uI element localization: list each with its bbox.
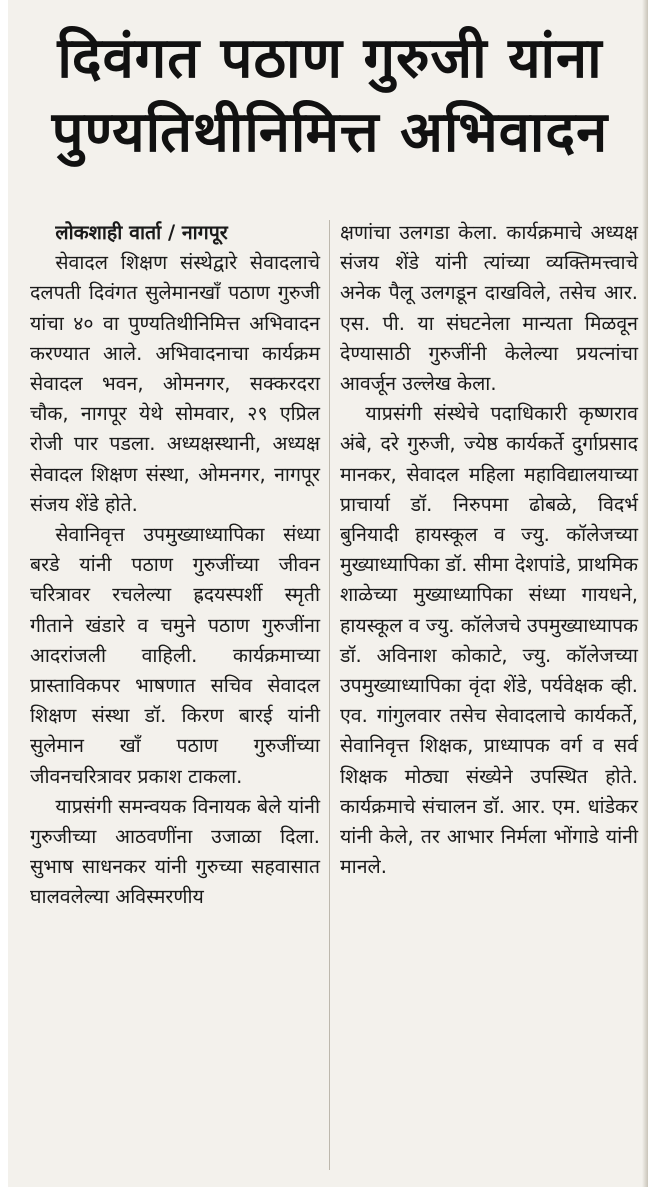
headline-line-1: दिवंगत पठाण गुरुजी यांना <box>57 26 603 91</box>
article-paragraph: याप्रसंगी समन्वयक विनायक बेले यांनी गुरुजीच्या आठवणींना उजाळा दिला. सुभाष साधनकर यांनी गुरुच्या सहवासात घालवलेल्या अविस्मरणीय <box>30 794 320 909</box>
dateline: लोकशाही वार्ता / नागपूर <box>55 221 228 244</box>
article-column-right <box>340 218 638 882</box>
newspaper-clipping <box>8 0 648 1187</box>
article-column-left <box>30 218 320 913</box>
headline <box>20 22 640 170</box>
article-paragraph: सेवानिवृत्त उपमुख्याध्यापिका संध्या बरडे यांनी पठाण गुरुजींच्या जीवन चरित्रावर रचलेल्या ह्रदयस्पर्शी स्मृती गीताने खंडारे व चमुने पठाण गुरुजींना आदरांजली वाहिली. कार्यक्रमाच्या प्रास्ताविकपर भाषणात सचिव सेवादल शिक्षण संस्था डॉ. किरण बारई यांनी सुलेमान खाँ पठाण गुरुजींच्या जीवनचरित्रावर प्रकाश टाकला. <box>30 523 320 788</box>
paper-edge-shadow <box>642 0 648 1187</box>
headline-line-2: पुण्यतिथीनिमित्त अभिवादन <box>51 100 609 165</box>
article-paragraph: याप्रसंगी संस्थेचे पदाधिकारी कृष्णराव अंबे, दरे गुरुजी, ज्येष्ठ कार्यकर्ते दुर्गाप्रसाद मानकर, सेवादल महिला महाविद्यालयाच्या प्राचार्या डॉ. निरुपमा ढोबळे, विदर्भ बुनियादी हायस्कूल व ज्यु. कॉलेजच्या मुख्याध्यापिका डॉ. सीमा देशपांडे, प्राथमिक शाळेच्या मुख्याध्यापिका संध्या गायधने, हायस्कूल व ज्यु. कॉलेजचे उपमुख्याध्यापक डॉ. अविनाश कोकाटे, ज्यु. कॉलेजच्या उपमुख्याध्यापिका वृंदा शेंडे, पर्यवेक्षक व्ही. एव. गांगुलवार तसेच सेवादलाचे कार्यकर्ते, सेवानिवृत्त शिक्षक, प्राध्यापक वर्ग व सर्व शिक्षक मोठ्या संख्येने उपस्थित होते. कार्यक्रमाचे संचालन डॉ. आर. एम. धांडेकर यांनी केले, तर आभार निर्मला भोंगाडे यांनी मानले. <box>340 402 638 879</box>
column-divider <box>329 220 330 1170</box>
article-paragraph: क्षणांचा उलगडा केला. कार्यक्रमाचे अध्यक्ष संजय शेंडे यांनी त्यांच्या व्यक्तिमत्त्वाचे अनेक पैलू उलगडून दाखविले, तसेच आर. एस. पी. या संघटनेला मान्यता मिळवून देण्यासाठी गुरुजींनी केलेल्या प्रयत्नांचा आवर्जून उल्लेख केला. <box>340 221 638 396</box>
article-paragraph: सेवादल शिक्षण संस्थेद्वारे सेवादलाचे दलपती दिवंगत सुलेमानखाँ पठाण गुरुजी यांचा ४० वा पुण्यतिथीनिमित्त अभिवादन करण्यात आले. अभिवादनाचा कार्यक्रम सेवादल भवन, ओमनगर, सक्करदरा चौक, नागपूर येथे सोमवार, २९ एप्रिल रोजी पार पडला. अध्यक्षस्थानी, अध्यक्ष सेवादल शिक्षण संस्था, ओमनगर, नागपूर संजय शेंडे होते. <box>30 251 320 516</box>
